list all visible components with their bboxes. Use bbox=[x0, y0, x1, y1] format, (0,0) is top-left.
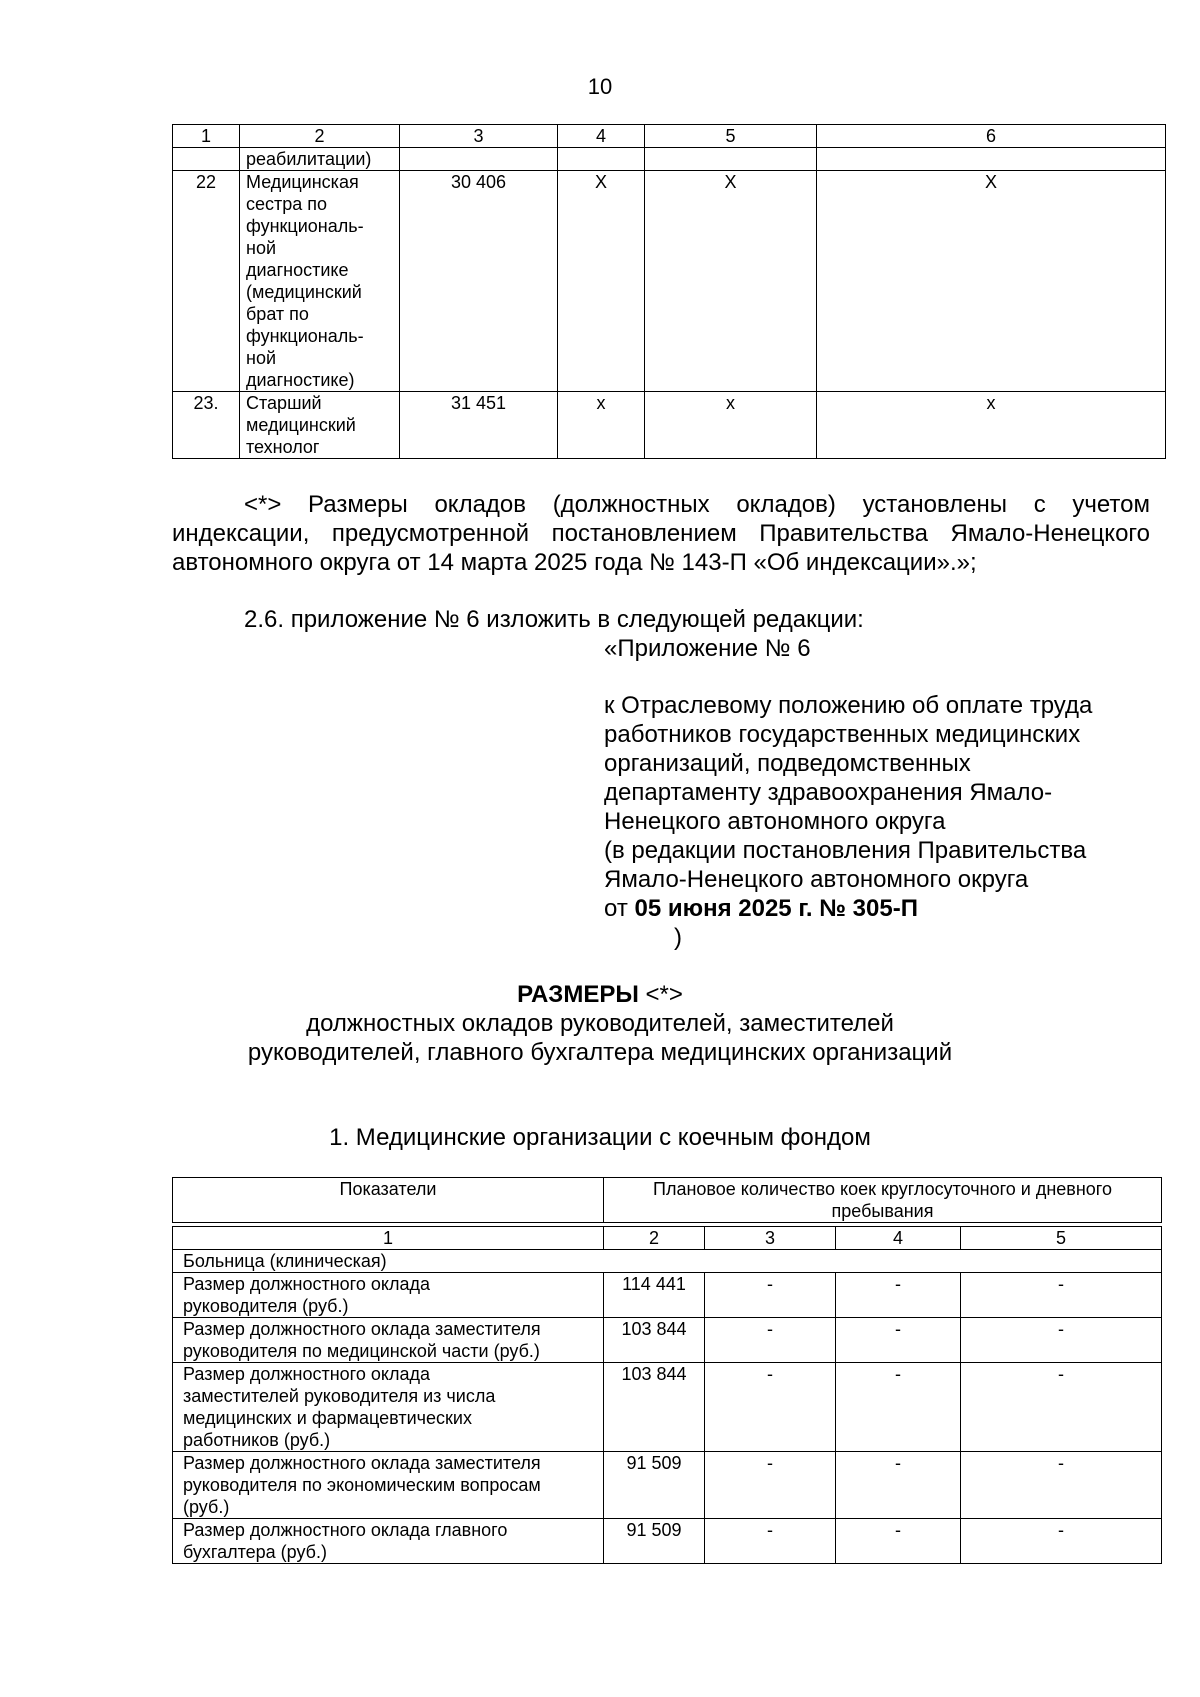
position-name: Старший медицинский технолог bbox=[240, 392, 400, 459]
salary-value: 114 441 bbox=[604, 1273, 705, 1318]
cell-value: - bbox=[705, 1363, 836, 1452]
column-number: 1 bbox=[173, 125, 240, 148]
cell-value: - bbox=[961, 1452, 1162, 1519]
cell-value: - bbox=[961, 1273, 1162, 1318]
table-header-row bbox=[173, 1178, 1162, 1223]
indicator-label: Размер должностного оклада заместителя руководителя по экономическим вопросам (руб.) bbox=[173, 1452, 604, 1519]
salary-value: 31 451 bbox=[400, 392, 558, 459]
table-row bbox=[173, 171, 1166, 392]
table-row bbox=[173, 1363, 1162, 1452]
position-name-continuation: реабилитации) bbox=[240, 148, 400, 171]
table-row bbox=[173, 392, 1166, 459]
salary-table-positions bbox=[172, 124, 1166, 459]
cell-value: - bbox=[705, 1273, 836, 1318]
salary-value: 103 844 bbox=[604, 1318, 705, 1363]
indicator-label: Размер должностного оклада руководителя (руб.) bbox=[173, 1273, 604, 1318]
table-group-row bbox=[173, 1250, 1162, 1273]
salary-value: 103 844 bbox=[604, 1363, 705, 1452]
cell-value: Х bbox=[645, 171, 817, 392]
resolution-date-number: 05 июня 2025 г. № 305-П bbox=[634, 895, 918, 922]
row-number: 22 bbox=[173, 171, 240, 392]
cell-value: х bbox=[558, 392, 645, 459]
document-heading: РАЗМЕРЫ <*> bbox=[517, 981, 683, 1008]
cell-value: - bbox=[705, 1318, 836, 1363]
heading-subtitle-line1: должностных окладов руководителей, заместителей bbox=[306, 1010, 894, 1037]
table-row-continuation bbox=[173, 148, 1166, 171]
page-number: 10 bbox=[587, 74, 613, 99]
header-indicators: Показатели bbox=[173, 1178, 604, 1223]
salary-table-managers bbox=[172, 1177, 1162, 1564]
appendix-title: «Приложение № 6 bbox=[604, 635, 811, 662]
cell-value: - bbox=[705, 1519, 836, 1564]
cell-value: - bbox=[836, 1519, 961, 1564]
cell-value: х bbox=[645, 392, 817, 459]
table-row bbox=[173, 1318, 1162, 1363]
cell-value: - bbox=[705, 1452, 836, 1519]
column-number: 2 bbox=[604, 1227, 705, 1250]
cell-value: Х bbox=[817, 171, 1166, 392]
column-number: 4 bbox=[558, 125, 645, 148]
cell-value: - bbox=[836, 1318, 961, 1363]
table-row-column-numbers bbox=[173, 1227, 1162, 1250]
row-number: 23. bbox=[173, 392, 240, 459]
cell-value: х bbox=[817, 392, 1166, 459]
header-bed-count: Плановое количество коек круглосуточного и дневного пребывания bbox=[604, 1178, 1162, 1223]
group-label: Больница (клиническая) bbox=[173, 1250, 1162, 1273]
cell-value: - bbox=[836, 1273, 961, 1318]
column-number: 1 bbox=[173, 1227, 604, 1250]
section-title: 1. Медицинские организации с коечным фондом bbox=[329, 1124, 871, 1151]
table-row bbox=[173, 1273, 1162, 1318]
salary-value: 91 509 bbox=[604, 1452, 705, 1519]
footnote: <*> Размеры окладов (должностных окладов) установлены с учетом индексации, предусмотренной постановлением Правительства Ямало-Ненецкого автономного округа от 14 марта 2025 года № 143-П «Об индексации».»; bbox=[172, 491, 1150, 576]
table-row-column-numbers bbox=[173, 125, 1166, 148]
cell-value: - bbox=[961, 1363, 1162, 1452]
appendix-reference: к Отраслевому положению об оплате труда работников государственных медицинских организаций, подведомственных департаменту здравоохранения Ямало- Ненецкого автономного округа (в редакции постановления Правительства Ямало-Ненецкого автономного округа от 05 июня 2025 г. № 305-П ) bbox=[604, 691, 1164, 952]
cell-value: - bbox=[836, 1363, 961, 1452]
heading-subtitle-line2: руководителей, главного бухгалтера медицинских организаций bbox=[247, 1039, 953, 1066]
salary-value: 30 406 bbox=[400, 171, 558, 392]
cell-value: - bbox=[961, 1519, 1162, 1564]
column-number: 2 bbox=[240, 125, 400, 148]
column-number: 3 bbox=[400, 125, 558, 148]
position-name: Медицинская сестра по функциональ- ной диагностике (медицинский брат по функциональ- ной диагностике) bbox=[240, 171, 400, 392]
column-number: 3 bbox=[705, 1227, 836, 1250]
cell-value: - bbox=[836, 1452, 961, 1519]
column-number: 5 bbox=[961, 1227, 1162, 1250]
table-row bbox=[173, 1452, 1162, 1519]
indicator-label: Размер должностного оклада заместителей руководителя из числа медицинских и фармацевтических работников (руб.) bbox=[173, 1363, 604, 1452]
table-row bbox=[173, 1519, 1162, 1564]
cell-value: Х bbox=[558, 171, 645, 392]
indicator-label: Размер должностного оклада главного бухгалтера (руб.) bbox=[173, 1519, 604, 1564]
appendix-date-line: от 05 июня 2025 г. № 305-П ) bbox=[604, 895, 918, 951]
column-number: 4 bbox=[836, 1227, 961, 1250]
indicator-label: Размер должностного оклада заместителя руководителя по медицинской части (руб.) bbox=[173, 1318, 604, 1363]
amendment-paragraph: 2.6. приложение № 6 изложить в следующей редакции: bbox=[244, 606, 864, 633]
cell-value: - bbox=[961, 1318, 1162, 1363]
salary-value: 91 509 bbox=[604, 1519, 705, 1564]
column-number: 5 bbox=[645, 125, 817, 148]
column-number: 6 bbox=[817, 125, 1166, 148]
